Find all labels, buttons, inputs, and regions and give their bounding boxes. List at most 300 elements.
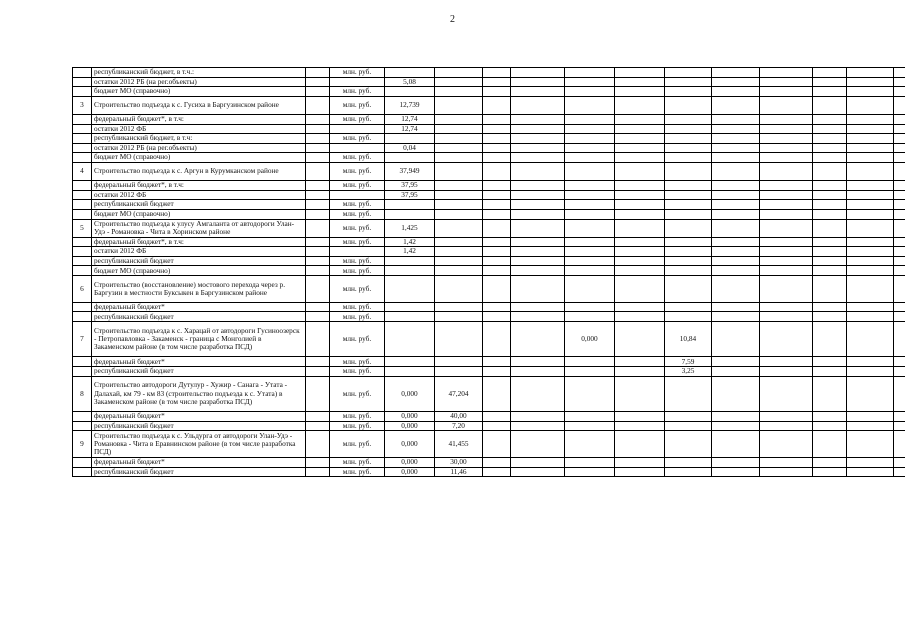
blank-cell (483, 266, 511, 276)
value-cell (435, 134, 483, 144)
value-cell (712, 357, 760, 367)
value-cell: 37,949 (385, 162, 435, 180)
value-cell: 0,000 (385, 431, 435, 458)
value-cell (435, 256, 483, 266)
value-cell (760, 153, 813, 163)
value-cell: 12,74 (385, 114, 435, 124)
row-number (73, 181, 92, 191)
blank-cell (306, 96, 330, 114)
value-cell (511, 162, 565, 180)
value-cell (615, 190, 665, 200)
value-cell (615, 77, 665, 87)
row-number (73, 87, 92, 97)
blank-cell (306, 322, 330, 357)
value-cell (511, 143, 565, 153)
blank-cell (813, 256, 847, 266)
value-cell (435, 68, 483, 78)
blank-cell (306, 302, 330, 312)
blank-cell (813, 219, 847, 237)
value-cell (760, 431, 813, 458)
value-cell (435, 181, 483, 191)
value-cell (847, 96, 894, 114)
value-cell (435, 87, 483, 97)
value-cell (847, 124, 894, 134)
value-cell (760, 96, 813, 114)
value-cell (435, 266, 483, 276)
unit-cell: млн. руб. (330, 276, 385, 303)
table-row (73, 312, 905, 322)
value-cell (385, 134, 435, 144)
value-cell (665, 302, 712, 312)
blank-cell (306, 376, 330, 411)
unit-cell: млн. руб. (330, 219, 385, 237)
value-cell (565, 77, 615, 87)
table-row (73, 431, 905, 458)
value-cell (565, 124, 615, 134)
unit-cell: млн. руб. (330, 114, 385, 124)
value-cell (511, 87, 565, 97)
table-row (73, 467, 905, 477)
row-number (73, 357, 92, 367)
row-number (73, 237, 92, 247)
table-row (73, 219, 905, 237)
value-cell (665, 458, 712, 468)
value-cell (712, 276, 760, 303)
item-name: остатки 2012 ФБ (92, 190, 306, 200)
value-cell (847, 134, 894, 144)
blank-cell (894, 458, 905, 468)
blank-cell (894, 431, 905, 458)
blank-cell (483, 124, 511, 134)
value-cell (385, 209, 435, 219)
item-name: федеральный бюджет* (92, 302, 306, 312)
blank-cell (813, 209, 847, 219)
item-name: республиканский бюджет (92, 256, 306, 266)
value-cell (435, 96, 483, 114)
item-name: федеральный бюджет* (92, 458, 306, 468)
table-row (73, 153, 905, 163)
blank-cell (483, 302, 511, 312)
value-cell (615, 312, 665, 322)
value-cell (665, 237, 712, 247)
value-cell (435, 209, 483, 219)
value-cell (385, 312, 435, 322)
value-cell (665, 200, 712, 210)
blank-cell (894, 153, 905, 163)
row-number (73, 209, 92, 219)
blank-cell (813, 376, 847, 411)
value-cell (565, 376, 615, 411)
value-cell (665, 96, 712, 114)
value-cell: 47,204 (435, 376, 483, 411)
value-cell (847, 302, 894, 312)
row-number: 7 (73, 322, 92, 357)
value-cell (565, 367, 615, 377)
row-number (73, 114, 92, 124)
blank-cell (813, 357, 847, 367)
blank-cell (894, 367, 905, 377)
blank-cell (483, 114, 511, 124)
value-cell (435, 143, 483, 153)
value-cell (847, 367, 894, 377)
value-cell (511, 190, 565, 200)
value-cell (385, 367, 435, 377)
blank-cell (306, 357, 330, 367)
blank-cell (894, 376, 905, 411)
blank-cell (483, 412, 511, 422)
value-cell (435, 153, 483, 163)
blank-cell (894, 87, 905, 97)
blank-cell (483, 153, 511, 163)
unit-cell: млн. руб. (330, 421, 385, 431)
value-cell (385, 153, 435, 163)
value-cell: 0,000 (385, 412, 435, 422)
value-cell (760, 467, 813, 477)
blank-cell (813, 124, 847, 134)
value-cell: 7,20 (435, 421, 483, 431)
value-cell (712, 87, 760, 97)
value-cell (565, 114, 615, 124)
value-cell (511, 237, 565, 247)
value-cell (565, 247, 615, 257)
item-name: бюджет МО (справочно) (92, 87, 306, 97)
blank-cell (894, 114, 905, 124)
blank-cell (813, 458, 847, 468)
item-name: Строительство подъезда к с. Гусиха в Баргузинском районе (92, 96, 306, 114)
table-row (73, 124, 905, 134)
blank-cell (483, 458, 511, 468)
blank-cell (813, 367, 847, 377)
value-cell (712, 153, 760, 163)
unit-cell: млн. руб. (330, 467, 385, 477)
blank-cell (306, 153, 330, 163)
value-cell (712, 458, 760, 468)
blank-cell (306, 256, 330, 266)
value-cell (435, 77, 483, 87)
value-cell (615, 276, 665, 303)
item-name: бюджет МО (справочно) (92, 153, 306, 163)
value-cell (665, 219, 712, 237)
value-cell (712, 162, 760, 180)
value-cell (712, 312, 760, 322)
table-row (73, 77, 905, 87)
blank-cell (813, 68, 847, 78)
value-cell (565, 190, 615, 200)
row-number (73, 124, 92, 134)
value-cell (565, 219, 615, 237)
value-cell: 3,25 (665, 367, 712, 377)
value-cell (760, 134, 813, 144)
value-cell (615, 266, 665, 276)
row-number (73, 467, 92, 477)
value-cell (435, 247, 483, 257)
unit-cell (330, 190, 385, 200)
blank-cell (813, 322, 847, 357)
item-name: Строительство подъезда к с. Харацай от автодороги Гусиноозерск - Петропавловка - Закаменск - граница с Монголией в Закаменском районе (в том числе разработка ПСД) (92, 322, 306, 357)
value-cell (847, 376, 894, 411)
row-number (73, 412, 92, 422)
value-cell (665, 421, 712, 431)
blank-cell (306, 209, 330, 219)
item-name: федеральный бюджет*, в т.ч: (92, 237, 306, 247)
value-cell (615, 237, 665, 247)
item-name: Строительство подъезда к с. Ульдурга от автодороги Улан-Удэ - Романовка - Чита в Еравнинском районе (в том числе разработка ПСД) (92, 431, 306, 458)
unit-cell: млн. руб. (330, 376, 385, 411)
table-row (73, 357, 905, 367)
table-row (73, 237, 905, 247)
value-cell (665, 124, 712, 134)
item-name: бюджет МО (справочно) (92, 266, 306, 276)
row-number (73, 302, 92, 312)
blank-cell (894, 143, 905, 153)
value-cell: 11,46 (435, 467, 483, 477)
blank-cell (306, 431, 330, 458)
item-name: федеральный бюджет*, в т.ч: (92, 181, 306, 191)
value-cell (760, 181, 813, 191)
value-cell (712, 421, 760, 431)
value-cell (847, 458, 894, 468)
blank-cell (813, 114, 847, 124)
value-cell (435, 357, 483, 367)
table-row (73, 266, 905, 276)
value-cell (615, 302, 665, 312)
blank-cell (813, 134, 847, 144)
unit-cell: млн. руб. (330, 209, 385, 219)
table-row (73, 114, 905, 124)
value-cell (847, 256, 894, 266)
item-name: Строительство подъезда к улусу Амгаланта от автодороги Улан-Удэ - Романовка - Чита в Хоринском районе (92, 219, 306, 237)
blank-cell (483, 256, 511, 266)
table-row (73, 96, 905, 114)
value-cell (760, 219, 813, 237)
blank-cell (306, 467, 330, 477)
blank-cell (306, 219, 330, 237)
row-number (73, 421, 92, 431)
blank-cell (483, 209, 511, 219)
row-number (73, 312, 92, 322)
value-cell (760, 276, 813, 303)
value-cell: 0,000 (385, 376, 435, 411)
blank-cell (483, 367, 511, 377)
blank-cell (894, 181, 905, 191)
value-cell: 37,95 (385, 181, 435, 191)
unit-cell: млн. руб. (330, 322, 385, 357)
unit-cell: млн. руб. (330, 87, 385, 97)
unit-cell: млн. руб. (330, 367, 385, 377)
row-number (73, 143, 92, 153)
blank-cell (813, 302, 847, 312)
blank-cell (483, 276, 511, 303)
value-cell: 37,95 (385, 190, 435, 200)
value-cell (665, 376, 712, 411)
blank-cell (483, 219, 511, 237)
blank-cell (306, 190, 330, 200)
value-cell (565, 312, 615, 322)
blank-cell (894, 256, 905, 266)
value-cell (760, 357, 813, 367)
value-cell: 0,04 (385, 143, 435, 153)
unit-cell: млн. руб. (330, 96, 385, 114)
value-cell (760, 162, 813, 180)
value-cell (435, 312, 483, 322)
value-cell (615, 322, 665, 357)
value-cell (665, 209, 712, 219)
value-cell (847, 143, 894, 153)
value-cell (385, 357, 435, 367)
value-cell (565, 302, 615, 312)
blank-cell (894, 312, 905, 322)
blank-cell (306, 458, 330, 468)
row-number (73, 153, 92, 163)
value-cell: 12,74 (385, 124, 435, 134)
blank-cell (306, 412, 330, 422)
value-cell (615, 153, 665, 163)
value-cell (511, 68, 565, 78)
blank-cell (306, 237, 330, 247)
value-cell (760, 209, 813, 219)
blank-cell (483, 431, 511, 458)
blank-cell (483, 247, 511, 257)
value-cell (760, 458, 813, 468)
value-cell (615, 124, 665, 134)
value-cell (712, 77, 760, 87)
value-cell (665, 467, 712, 477)
unit-cell (330, 143, 385, 153)
value-cell (435, 190, 483, 200)
value-cell (760, 68, 813, 78)
blank-cell (813, 266, 847, 276)
blank-cell (813, 237, 847, 247)
blank-cell (894, 134, 905, 144)
value-cell (511, 467, 565, 477)
value-cell (511, 322, 565, 357)
item-name: республиканский бюджет (92, 467, 306, 477)
value-cell (712, 302, 760, 312)
blank-cell (306, 367, 330, 377)
blank-cell (306, 77, 330, 87)
value-cell (615, 467, 665, 477)
value-cell (712, 367, 760, 377)
table-row (73, 200, 905, 210)
value-cell (712, 114, 760, 124)
value-cell (615, 367, 665, 377)
value-cell (435, 302, 483, 312)
blank-cell (306, 87, 330, 97)
value-cell (665, 153, 712, 163)
value-cell (511, 134, 565, 144)
blank-cell (306, 247, 330, 257)
row-number (73, 266, 92, 276)
value-cell (760, 302, 813, 312)
value-cell (847, 357, 894, 367)
item-name: федеральный бюджет* (92, 412, 306, 422)
blank-cell (813, 200, 847, 210)
item-name: республиканский бюджет, в т.ч: (92, 134, 306, 144)
value-cell (847, 237, 894, 247)
blank-cell (813, 247, 847, 257)
item-name: бюджет МО (справочно) (92, 209, 306, 219)
blank-cell (813, 87, 847, 97)
value-cell (760, 237, 813, 247)
blank-cell (813, 153, 847, 163)
value-cell (565, 87, 615, 97)
value-cell (760, 412, 813, 422)
value-cell (615, 458, 665, 468)
value-cell (847, 162, 894, 180)
value-cell (847, 181, 894, 191)
unit-cell: млн. руб. (330, 302, 385, 312)
value-cell (435, 200, 483, 210)
value-cell (511, 77, 565, 87)
row-number (73, 77, 92, 87)
unit-cell (330, 124, 385, 134)
blank-cell (894, 357, 905, 367)
blank-cell (894, 322, 905, 357)
value-cell (565, 357, 615, 367)
value-cell (665, 276, 712, 303)
value-cell (760, 87, 813, 97)
value-cell (385, 302, 435, 312)
value-cell (615, 87, 665, 97)
table-row (73, 376, 905, 411)
value-cell: 1,42 (385, 247, 435, 257)
blank-cell (306, 143, 330, 153)
row-number: 6 (73, 276, 92, 303)
table-row (73, 87, 905, 97)
blank-cell (483, 68, 511, 78)
row-number: 5 (73, 219, 92, 237)
blank-cell (894, 200, 905, 210)
value-cell (511, 431, 565, 458)
value-cell (435, 322, 483, 357)
value-cell (760, 367, 813, 377)
value-cell (665, 266, 712, 276)
value-cell (847, 322, 894, 357)
blank-cell (306, 266, 330, 276)
value-cell (760, 266, 813, 276)
unit-cell (330, 247, 385, 257)
value-cell (511, 276, 565, 303)
blank-cell (894, 219, 905, 237)
value-cell: 7,59 (665, 357, 712, 367)
value-cell (511, 421, 565, 431)
value-cell (565, 421, 615, 431)
value-cell (760, 124, 813, 134)
table-row (73, 256, 905, 266)
row-number (73, 247, 92, 257)
value-cell (760, 322, 813, 357)
value-cell (435, 237, 483, 247)
value-cell (435, 124, 483, 134)
unit-cell: млн. руб. (330, 237, 385, 247)
value-cell (615, 209, 665, 219)
value-cell (760, 143, 813, 153)
value-cell (760, 376, 813, 411)
value-cell (511, 247, 565, 257)
blank-cell (483, 237, 511, 247)
value-cell: 41,455 (435, 431, 483, 458)
blank-cell (894, 266, 905, 276)
value-cell (712, 431, 760, 458)
value-cell (665, 247, 712, 257)
value-cell (847, 266, 894, 276)
value-cell: 10,84 (665, 322, 712, 357)
value-cell (511, 458, 565, 468)
value-cell (847, 431, 894, 458)
row-number (73, 458, 92, 468)
row-number (73, 367, 92, 377)
blank-cell (306, 200, 330, 210)
